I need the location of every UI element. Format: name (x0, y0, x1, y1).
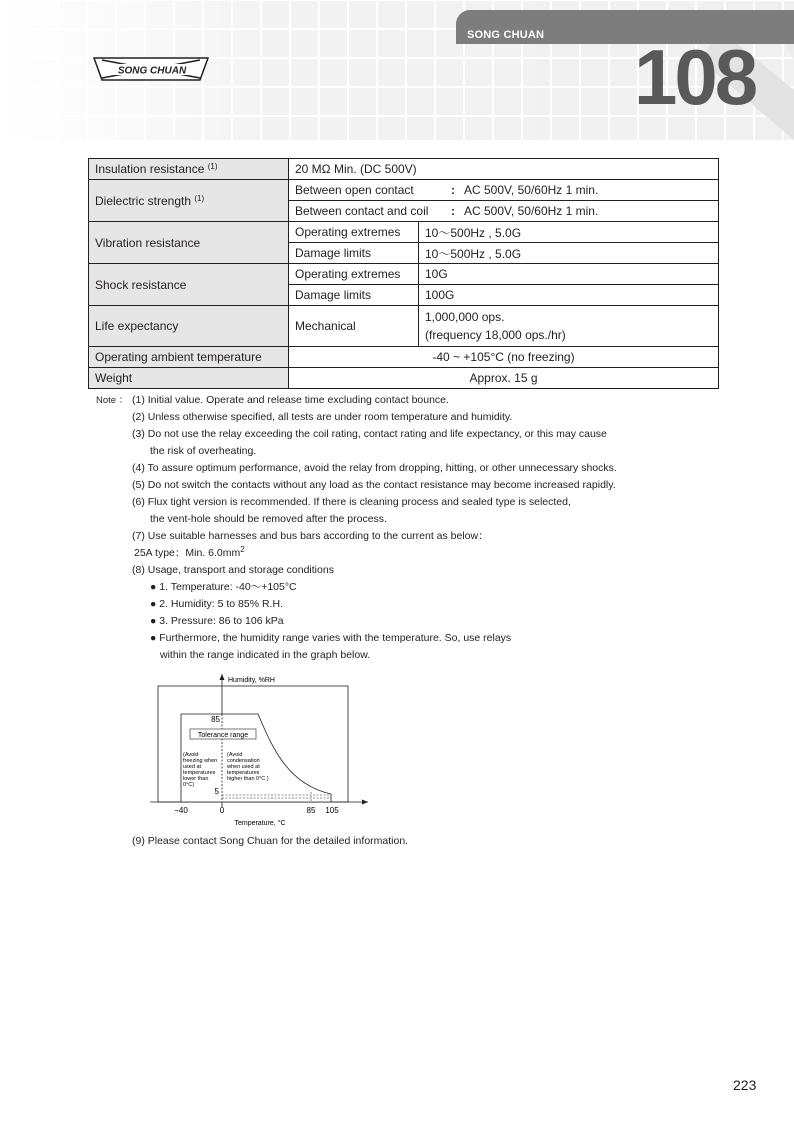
tolerance-label: Tolerance range (197, 732, 249, 739)
svg-text:(Avoid: (Avoid (227, 752, 243, 758)
svg-text:freezing when: freezing when (183, 758, 218, 764)
svg-text:higher than 0°C ): higher than 0°C ) (227, 776, 269, 782)
spec-sub-label: Damage limits (289, 243, 419, 264)
x-tick: 0 (219, 806, 225, 815)
note-line: 25A type：Min. $6.0mm^2$ (134, 545, 245, 559)
spec-label: Shock resistance (89, 264, 289, 306)
x-axis-label: Temperature, °C (234, 820, 286, 827)
spec-value: Approx. 15 g (289, 368, 719, 389)
spec-value: 10～500Hz , 5.0G (419, 222, 719, 243)
series-number: 108 (634, 33, 756, 121)
spec-value: Between contact and coil : AC 500V, 50/60Hz 1 min. (289, 201, 719, 222)
spec-sub-label: Operating extremes (289, 264, 419, 285)
spec-row-shock (89, 264, 719, 285)
note-line: ● Furthermore, the humidity range varies with the temperature. So, use relays (150, 632, 512, 644)
note-line: within the range indicated in the graph below. (160, 649, 371, 661)
spec-value: 100G (419, 285, 719, 306)
notes-section (96, 392, 617, 664)
note-line: (1) Initial value. Operate and release time excluding contact bounce. (132, 394, 449, 406)
note-line: (3) Do not use the relay exceeding the coil rating, contact rating and life expectancy, or this may cause (132, 428, 607, 440)
note-line: (7) Use suitable harnesses and bus bars according to the current as below： (132, 530, 489, 542)
y-tick-5: 5 (214, 787, 219, 796)
humidity-temperature-graph (146, 674, 386, 834)
x-tick: 85 (306, 806, 316, 815)
note-line: ● 2. Humidity: 5 to 85% R.H. (150, 598, 283, 610)
notes-heading: Note ： (96, 395, 129, 406)
spec-value: Between open contact : AC 500V, 50/60Hz 1 min. (289, 180, 719, 201)
spec-sub-label: Operating extremes (289, 222, 419, 243)
spec-label: Operating ambient temperature (89, 347, 289, 368)
spec-label: Life expectancy (89, 306, 289, 347)
svg-text:0°C): 0°C) (183, 782, 195, 788)
graph-svg (146, 674, 386, 834)
note-9: (9) Please contact Song Chuan for the detailed information. (132, 835, 409, 847)
note-line: ● 1. Temperature: -40～+105°C (150, 581, 297, 593)
spec-value: -40 ~ +105°C (no freezing) (289, 347, 719, 368)
spec-value: 1,000,000 ops. (frequency 18,000 ops./hr) (419, 306, 719, 347)
x-axis-arrow-icon (362, 800, 368, 805)
spec-label: Dielectric strength $^{(1)}$ (89, 180, 289, 222)
spec-row-vibration (89, 222, 719, 243)
svg-text:lower than: lower than (183, 776, 209, 782)
svg-text:(Avoid: (Avoid (183, 752, 199, 758)
spec-value: 10～500Hz , 5.0G (419, 243, 719, 264)
spec-label: Vibration resistance (89, 222, 289, 264)
spec-row-weight (89, 368, 719, 389)
svg-text:used at: used at (183, 764, 202, 770)
spec-label: Insulation resistance $^{(1)}$ (89, 159, 289, 180)
svg-text:temperatures: temperatures (227, 770, 260, 776)
spec-row-dielectric (89, 180, 719, 201)
note-line: (5) Do not switch the contacts without any load as the contact resistance may become increased rapidly. (132, 479, 616, 491)
note-line: (8) Usage, transport and storage conditions (132, 564, 334, 576)
spec-row-insulation (89, 159, 719, 180)
x-tick: −40 (174, 806, 188, 815)
note-line: the risk of overheating. (150, 445, 257, 457)
svg-text:condensation: condensation (227, 758, 260, 764)
x-tick: 105 (325, 806, 339, 815)
logo-mark-icon (92, 56, 210, 82)
spec-label: Weight (89, 368, 289, 389)
spec-sub-label: Mechanical (289, 306, 419, 347)
y-axis-arrow-icon (220, 674, 225, 680)
svg-text:temperatures: temperatures (183, 770, 216, 776)
spec-sub-label: Damage limits (289, 285, 419, 306)
spec-row-life (89, 306, 719, 347)
y-tick-85: 85 (211, 715, 220, 724)
note-line: (6) Flux tight version is recommended. If there is cleaning process and sealed type is selected, (132, 496, 571, 508)
spec-table (88, 158, 719, 389)
spec-value: 10G (419, 264, 719, 285)
spec-value: 20 MΩ Min. (DC 500V) (289, 159, 719, 180)
note-line: ● 3. Pressure: 86 to 106 kPa (150, 615, 284, 627)
svg-text:when used at: when used at (227, 764, 260, 770)
brand-title: SONG CHUAN (467, 29, 545, 41)
note-line: (4) To assure optimum performance, avoid the relay from dropping, hitting, or other unnecessary shocks. (132, 462, 617, 474)
song-chuan-logo (92, 56, 210, 82)
y-axis-label: Humidity, %RH (228, 677, 275, 684)
logo-text: SONG CHUAN (117, 65, 187, 77)
note-line: (2) Unless otherwise specified, all tests are under room temperature and humidity. (132, 411, 513, 423)
spec-row-ambient (89, 347, 719, 368)
note-line: the vent-hole should be removed after the process. (150, 513, 387, 525)
page-number: 223 (733, 1077, 757, 1093)
